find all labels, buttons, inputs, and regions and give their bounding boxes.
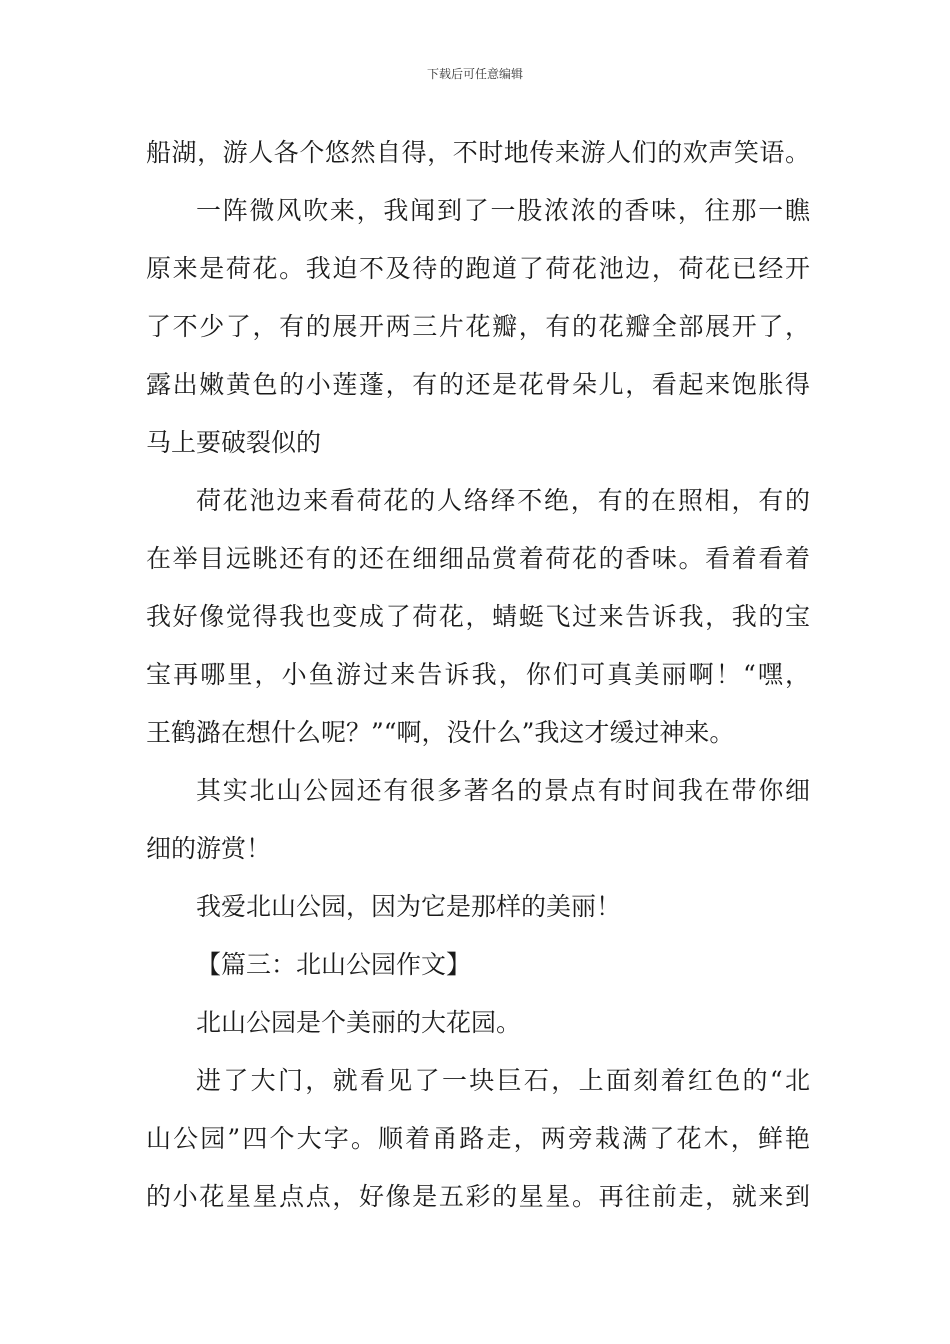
text-line: 露出嫩黄色的小莲蓬，有的还是花骨朵儿，看起来饱胀得 — [146, 370, 810, 399]
paragraph-start: 荷花池边来看荷花的人络绎不绝，有的在照相，有的 — [196, 486, 810, 515]
text-line: 宝再哪里，小鱼游过来告诉我，你们可真美丽啊！“嘿， — [146, 660, 810, 689]
text-line: 在举目远眺还有的还在细细品赏着荷花的香味。看着看着 — [146, 544, 810, 573]
text-line: 船湖，游人各个悠然自得，不时地传来游人们的欢声笑语。 — [146, 138, 810, 167]
text-line: 的小花星星点点，好像是五彩的星星。再往前走，就来到 — [146, 1182, 810, 1211]
text-line: 我好像觉得我也变成了荷花，蜻蜓飞过来告诉我，我的宝 — [146, 602, 810, 631]
text-line: 细的游赏！ — [146, 834, 272, 863]
text-line: 原来是荷花。我迫不及待的跑道了荷花池边，荷花已经开 — [146, 254, 810, 283]
text-line: 了不少了，有的展开两三片花瓣，有的花瓣全部展开了， — [146, 312, 810, 341]
paragraph-start: 我爱北山公园，因为它是那样的美丽！ — [196, 892, 622, 921]
paragraph-start: 进了大门，就看见了一块巨石，上面刻着红色的“北 — [196, 1066, 810, 1095]
paragraph-start: 其实北山公园还有很多著名的景点有时间我在带你细 — [196, 776, 810, 805]
text-line: 山公园”四个大字。顺着甬路走，两旁栽满了花木，鲜艳 — [146, 1124, 810, 1153]
paragraph-start: 北山公园是个美丽的大花园。 — [196, 1008, 522, 1037]
text-line: 王鹤潞在想什么呢？”“啊，没什么”我这才缓过神来。 — [146, 718, 735, 747]
paragraph-start: 一阵微风吹来，我闻到了一股浓浓的香味，往那一瞧 — [196, 196, 810, 225]
document-body — [146, 124, 810, 1226]
section-heading: 【篇三：北山公园作文】 — [196, 950, 472, 979]
page-header: 下载后可任意编辑 — [426, 67, 523, 81]
text-line: 马上要破裂似的 — [146, 428, 322, 457]
